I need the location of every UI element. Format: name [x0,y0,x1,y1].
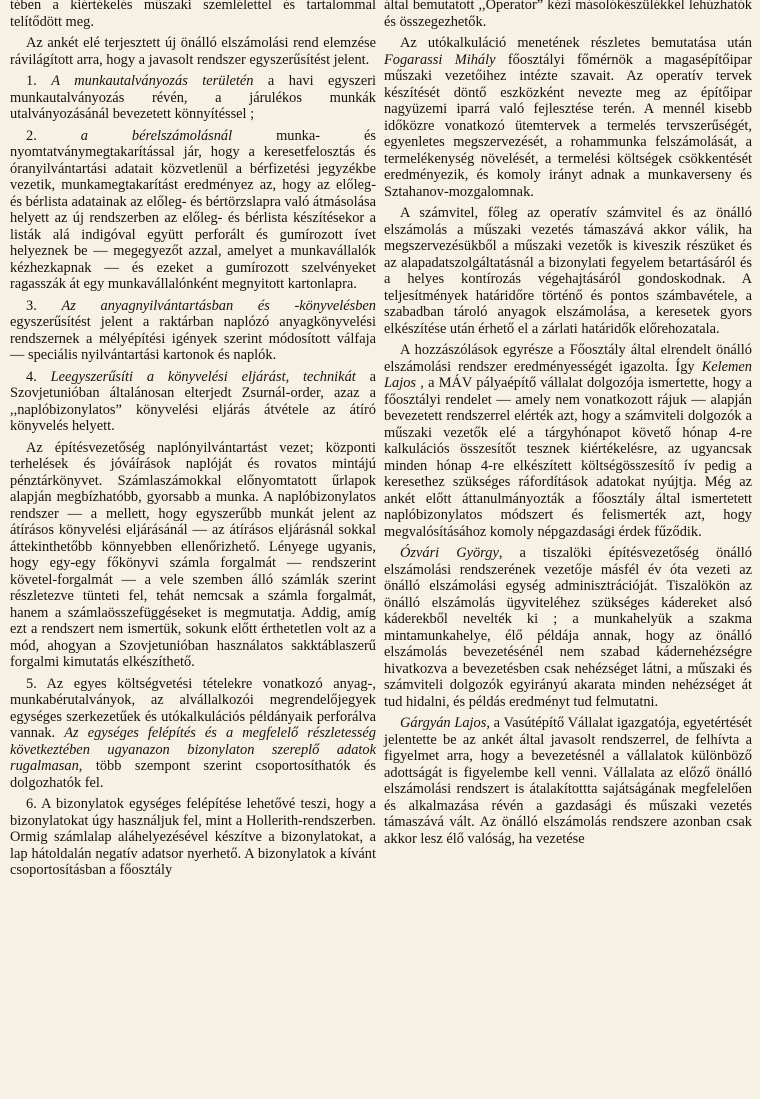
paragraph [10,298,376,364]
paragraph [10,73,376,123]
text-run: 3. [26,297,62,314]
text-run: által bemutatott ,,Operator” kézi másolókészülékkel lehúzhatók és összegezhetők. [384,0,752,30]
text-run: a havi egyszeri munkautalványozás révén, a járulékos munkák utalványozásánál bevezetett könnyítéssel ; [10,73,376,122]
text-run: Az utókalkuláció menetének részletes bemutatása után [400,35,752,51]
text-run: egyszerűsítést jelent a raktárban naplózó anyagkönyvelési rendszernek a mélyépítési igények szerint módosított válfaja — speciális nyilvántartási kartonok és naplók. [10,314,376,363]
text-run: , a MÁV pályaépítő vállalat dolgozója ismertette, hogy a főosztályi rendelet — amely nem vonatkozott rájuk — alapján bevezetett rendszerrel elérték azt, hogy a számviteli dolgozók a műszaki vezetők elé a tárgyhónapot követő hónap 4-re kalkulációs összesítőt tesznek kiértékelésre, az ugyancsak minden hónap 4-re elkészített költségösszesítő ív pedig a keresethez szükséges ráfordítások adatokat nyújtja. Még az ankét előtt áttanulmányozták a főosztály által ismertetett naplóbizonylatos módszert és felismerték azt, hogy megvalósításához komoly népgazdasági érdek fűződik. [384,375,752,540]
paragraph [384,35,752,200]
text-run: 5. Az egyes költségvetési tételekre vonatkozó anyag-, munkabérutalványok, az alvállalkozói megrendelőjegyek egységes szerkezetűek és utókalkulációs példányaik perforálva vannak. [10,675,376,741]
text-run: Az építésvezetőség naplónyilvántartást vezet; központi terhelések és jóváírások naplóját és rovatos mintájú pénztárkönyvet. Számlaszámokkal előnyomtatott űrlapok alapján megbízhatóbb, gyorsabb a munka. A naplóbizonylatos rendszer — a mellett, hogy egyszerűbb munkát jelent az átírásos könyvelési eljárásánál — az átírásos eljárásnál sokkal áttekinthetőbb könnyebben ellenőrizhető. Lényege ugyanis, hogy egy-egy főkönyvi számla forgalmát — rendszerint követel-forgalmát — a vele szemben álló számlák szerint részletezve tünteti fel, tehát nemcsak a számla forgalmát, hanem a számlaösszefüggéseket is megmutatja. Addig, amíg ezt a rendszert nem ismertük, sokunk előtt érthetetlen volt az a mód, ahogyan a Szovjetunióban használatos sakktáblaszerű forgalmi kimutatás elkészíthető. [10,439,376,670]
text-run: tében a kiértékelés műszaki szemlélettel és tartalommal telítődött meg. [10,0,376,30]
text-run: , a tiszalöki építésvezetőség önálló elszámolási rendszerének vezetője másfél év óta vezeti az önálló elszámolási egység adminisztrációját. Tiszalökön az önálló elszámolás ügyviteléhez szükséges kádereket alsó káderekből nevelték ki ; a munkahelyük a szakma mintamunkahelye, élő példája annak, hogy az önálló elszámolás bevezetésénél nem szabad kádernehézségre hivatkozva a bevezetésben csak nehézséget látni, a műszaki és számviteli dolgozók egyirányú akarata minden nehézséget át tud hidalni, és példás eredményt tud felmutatni. [384,545,752,710]
paragraph [384,545,752,710]
text-run: 2. [26,127,81,144]
italic-text: Fogarassi Mihály [384,51,496,68]
text-run: , több szempont szerint csoportosíthatók és dolgozhatók fel. [10,758,376,791]
italic-text: Leegyszerűsíti a könyvelési eljárást, technikát [50,368,356,385]
text-run: 1. [26,73,52,89]
paragraph [10,128,376,293]
italic-text: Kelemen Lajos [384,358,752,391]
paragraph [384,342,752,540]
text-run: 6. A bizonylatok egységes felépítése lehetővé teszi, hogy a bizonylatokat úgy használjuk fel, mint a Hollerith-rendszerben. Ormig számlalap aláhelyezésével készítve a bizonylatokat, a lap hátoldalán negatív adatsor nyerhető. A bizonylatok a kívánt csoportosításban a főosztály [10,796,376,878]
left-column [6,0,376,1099]
text-run: A hozzászólások egyrésze a Főosztály által elrendelt önálló elszámolási rendszer eredményességét igazolta. Így [384,342,752,375]
paragraph [10,0,376,30]
paragraph [384,205,752,337]
paragraph [10,440,376,671]
italic-text: a bérelszámolásnál [80,127,233,144]
italic-text: Az anyagnyilvántartásban és -könyvelésben [61,297,376,314]
paragraph [384,0,752,30]
text-run: munka- és nyomtatványmegtakarítással jár, hogy a keresetfelosztás és óranyilvántartási adatait közvetlenül a bérfizetési jegyzékbe vezetik, munkamegtakarítást eredményez az, hogy az előleg- és bérlista adatainak az előleg- és bértörzslapra való átmásolása helyett az új rendszerben az előleg- és bérlista készítésekor a listák alá indigóval együtt perforált és gumírozott ívet helyeznek be — megegyezőt azzal, amelyet a munkavállalók kézhezkapnak — és ezeket a gumírozott szelvényeket ragasszák át egy munkavállalónként megnyitott kartonlapra. [10,127,376,292]
right-column [384,0,754,1099]
italic-text: Az egységes felépítés és a megfelelő részletesség következtében ugyanazon bizonylaton szereplő adatok rugalmasan [10,725,376,774]
italic-text: A munkautalványozás területén [51,73,254,89]
text-run: A számvitel, főleg az operatív számvitel és az önálló elszámolás a műszaki vezetés támaszává akkor válik, ha megszervezésükből a műszaki vezetők is kiveszik részüket és az alapadatszolgáltatásnál a bizonylati fegyelem betartásáról és a helyes kontírozás végehajtásáról gondoskodnak. A teljesítmények határidőre történő és pontos számbavétele, a szabadban tároló anyagok elszámolása, a keresetek gyors elkészítése után érhető el a zárlati határidők előrehozatala. [384,205,752,337]
paragraph [10,796,376,879]
text-run: , a Vasútépítő Vállalat igazgatója, egyetértését jelentette be az ankét által javasolt rendszerrel, de felhívta a figyelmet arra, hogy a bevezetésnél a vállalatok különböző adottságát is figyelembe kell venni. Vállalata az előző önálló elszámolási rendszert is átalakítottta sajátságának megfelelően és alkalmazása révén a gazdasági és műszaki vezetés támaszává vált. Az önálló elszámolás rendszere azonban csak akkor lesz élő valóság, ha vezetése [384,715,753,847]
italic-text: Gárgyán Lajos [400,715,487,731]
paragraph [10,676,376,792]
paragraph [10,35,376,68]
text-run: 4. [26,368,51,385]
text-run: a Szovjetunióban általánosan elterjedt Zsurnál-order, azaz a ,,naplóbizonylatos” könyvelési eljárás átvétele az átíró könyvelés helyett. [10,368,376,434]
text-run: Az ankét elé terjesztett új önálló elszámolási rend elemzése rávilágított arra, hogy a javasolt rendszer egyszerűsítést jelent. [10,35,376,68]
text-run: főosztályi főmérnök a magasépítőipar műszaki vezetőihez intézte szavait. Az operatív tervek készítését döntő eszközként nevezte meg az építőipar nagyüzemi iparrá való fejlesztése terén. A mennél kisebb időközre vonatkozó ütemtervek a termelés tervszerűségét, egyenletes megszervezését, a rohammunka felszámolását, a termelékenység növelését, a termelési költségek csökkentését eredményezik, és komoly irányt adnak a munkaverseny és Sztahanov-mozgalomnak. [384,51,752,200]
italic-text: Ózvári György [400,545,499,561]
paragraph [10,369,376,435]
paragraph [384,715,752,847]
